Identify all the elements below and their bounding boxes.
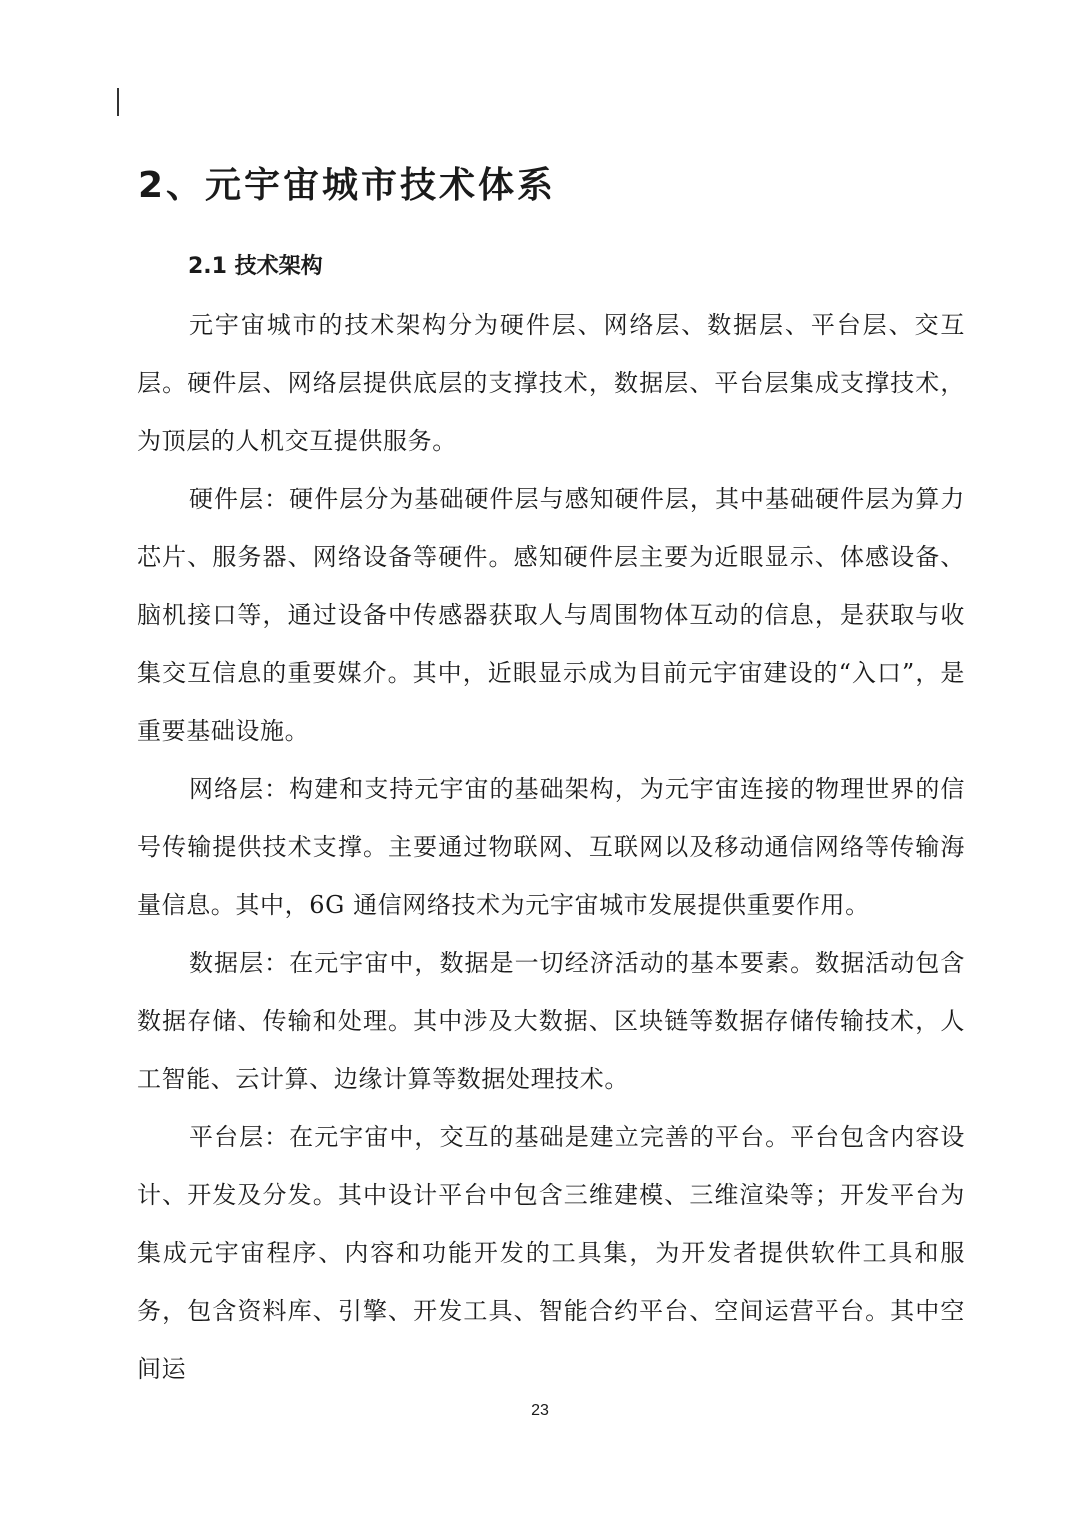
paragraph-hardware-layer: 硬件层：硬件层分为基础硬件层与感知硬件层，其中基础硬件层为算力芯片、服务器、网络设备等硬件。感知硬件层主要为近眼显示、体感设备、脑机接口等，通过设备中传感器获取人与周围物体互动的信息，是获取与收集交互信息的重要媒介。其中，近眼显示成为目前元宇宙建设的“入口”，是重要基础设施。 [137,485,965,745]
paragraph-network-layer: 网络层：构建和支持元宇宙的基础架构，为元宇宙连接的物理世界的信号传输提供技术支撑。主要通过物联网、互联网以及移动通信网络等传输海量信息。其中，6G 通信网络技术为元宇宙城市发展提供重要作用。 [137,775,965,919]
paragraph-data-layer: 数据层：在元宇宙中，数据是一切经济活动的基本要素。数据活动包含数据存储、传输和处理。其中涉及大数据、区块链等数据存储传输技术，人工智能、云计算、边缘计算等数据处理技术。 [137,949,965,1093]
paragraph-platform-layer: 平台层：在元宇宙中，交互的基础是建立完善的平台。平台包含内容设计、开发及分发。其中设计平台中包含三维建模、三维渲染等；开发平台为集成元宇宙程序、内容和功能开发的工具集，为开发者提供软件工具和服务，包含资料库、引擎、开发工具、智能合约平台、空间运营平台。其中空间运 [137,1123,965,1383]
paragraph-architecture-overview: 元宇宙城市的技术架构分为硬件层、网络层、数据层、平台层、交互层。硬件层、网络层提供底层的支撑技术，数据层、平台层集成支撑技术，为顶层的人机交互提供服务。 [137,311,965,455]
page-number: 23 [531,1402,549,1419]
margin-mark [117,88,119,116]
chapter-title: 2、元宇宙城市技术体系 [138,165,557,206]
section-title: 2.1 技术架构 [188,254,323,279]
